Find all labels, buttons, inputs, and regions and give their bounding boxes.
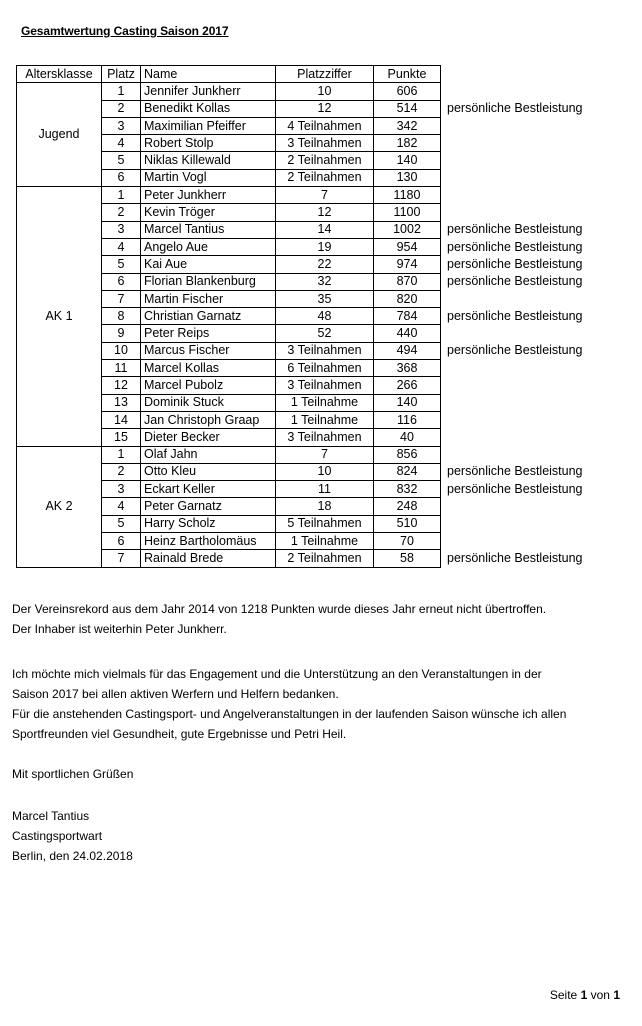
table-row [17, 325, 618, 342]
platzziffer-cell: 1 Teilnahme [276, 394, 374, 411]
table-row [17, 515, 618, 532]
punkte-cell: 1180 [374, 187, 441, 204]
platzziffer-cell: 11 [276, 481, 374, 498]
table-row [17, 308, 618, 325]
name-cell: Peter Reips [141, 325, 276, 342]
platz-cell: 3 [102, 481, 141, 498]
name-cell: Marcel Tantius [141, 221, 276, 238]
note-cell [441, 394, 618, 411]
punkte-cell: 954 [374, 238, 441, 255]
note-cell [441, 360, 618, 377]
table-row [17, 221, 618, 238]
note-cell: persönliche Bestleistung [447, 308, 583, 323]
platzziffer-cell: 3 Teilnahmen [276, 429, 374, 446]
table-row [17, 481, 618, 498]
note-cell [441, 187, 618, 204]
platzziffer-cell: 10 [276, 83, 374, 100]
table-row [17, 100, 618, 117]
platz-cell: 4 [102, 238, 141, 255]
signature-role: Castingsportwart [12, 829, 103, 843]
platz-cell: 5 [102, 515, 141, 532]
altersklasse-cell: AK 2 [17, 446, 102, 567]
table-row [17, 429, 618, 446]
platzziffer-cell: 12 [276, 204, 374, 221]
table-row [17, 169, 618, 186]
punkte-cell: 58 [374, 550, 441, 567]
note-cell: persönliche Bestleistung [447, 239, 583, 254]
note-cell [441, 446, 618, 463]
wishes-line-2: Sportfreunden viel Gesundheit, gute Ergebnisse und Petri Heil. [12, 727, 347, 741]
name-cell: Maximilian Pfeiffer [141, 117, 276, 134]
platzziffer-cell: 6 Teilnahmen [276, 360, 374, 377]
record-paragraph [12, 599, 622, 639]
platzziffer-cell: 2 Teilnahmen [276, 152, 374, 169]
thanks-line-2: Saison 2017 bei allen aktiven Werfern und Helfern bedanken. [12, 687, 339, 701]
altersklasse-cell: Jugend [17, 83, 102, 187]
note-cell: persönliche Bestleistung [447, 464, 583, 479]
signature-name: Marcel Tantius [12, 809, 90, 823]
platzziffer-cell: 3 Teilnahmen [276, 377, 374, 394]
platz-cell: 5 [102, 152, 141, 169]
punkte-cell: 440 [374, 325, 441, 342]
name-cell: Kevin Tröger [141, 204, 276, 221]
platz-cell: 2 [102, 204, 141, 221]
punkte-cell: 494 [374, 342, 441, 359]
punkte-cell: 40 [374, 429, 441, 446]
note-cell [441, 117, 618, 134]
note-cell [441, 498, 618, 515]
note-cell: persönliche Bestleistung [447, 343, 583, 358]
name-cell: Marcel Pubolz [141, 377, 276, 394]
punkte-cell: 266 [374, 377, 441, 394]
note-cell: persönliche Bestleistung [447, 274, 583, 289]
table-row [17, 394, 618, 411]
punkte-cell: 824 [374, 463, 441, 480]
page-prefix: Seite [549, 988, 578, 1002]
page-of: von [590, 988, 610, 1002]
note-cell: persönliche Bestleistung [447, 550, 583, 565]
platzziffer-cell: 10 [276, 463, 374, 480]
table-row [17, 411, 618, 428]
platzziffer-cell: 52 [276, 325, 374, 342]
record-line-1: Der Vereinsrekord aus dem Jahr 2014 von 1218 Punkten wurde dieses Jahr erneut nicht übertroffen. [12, 602, 547, 616]
note-cell [441, 515, 618, 532]
document-title: Gesamtwertung Casting Saison 2017 [21, 24, 229, 38]
header-platzziffer: Platzziffer [276, 66, 374, 83]
table-row [17, 135, 618, 152]
punkte-cell: 514 [374, 100, 441, 117]
thanks-paragraph [12, 664, 622, 744]
table-row [17, 152, 618, 169]
page-total: 1 [613, 988, 620, 1002]
platz-cell: 6 [102, 273, 141, 290]
platzziffer-cell: 35 [276, 290, 374, 307]
name-cell: Martin Vogl [141, 169, 276, 186]
name-cell: Florian Blankenburg [141, 273, 276, 290]
punkte-cell: 140 [374, 394, 441, 411]
punkte-cell: 182 [374, 135, 441, 152]
platz-cell: 2 [102, 100, 141, 117]
platz-cell: 1 [102, 187, 141, 204]
table-header-row [17, 66, 618, 83]
name-cell: Niklas Killewald [141, 152, 276, 169]
platzziffer-cell: 2 Teilnahmen [276, 550, 374, 567]
header-punkte: Punkte [374, 66, 441, 83]
punkte-cell: 606 [374, 83, 441, 100]
table-row [17, 550, 618, 567]
platzziffer-cell: 4 Teilnahmen [276, 117, 374, 134]
name-cell: Benedikt Kollas [141, 100, 276, 117]
platz-cell: 12 [102, 377, 141, 394]
note-cell: persönliche Bestleistung [447, 481, 583, 496]
platzziffer-cell: 14 [276, 221, 374, 238]
platzziffer-cell: 7 [276, 446, 374, 463]
note-cell [441, 411, 618, 428]
platzziffer-cell: 18 [276, 498, 374, 515]
greeting: Mit sportlichen Grüßen [12, 767, 134, 781]
note-cell [441, 152, 618, 169]
platz-cell: 2 [102, 463, 141, 480]
punkte-cell: 832 [374, 481, 441, 498]
platz-cell: 14 [102, 411, 141, 428]
name-cell: Robert Stolp [141, 135, 276, 152]
platzziffer-cell: 22 [276, 256, 374, 273]
table-row [17, 256, 618, 273]
name-cell: Harry Scholz [141, 515, 276, 532]
platzziffer-cell: 12 [276, 100, 374, 117]
name-cell: Dominik Stuck [141, 394, 276, 411]
note-cell: persönliche Bestleistung [447, 101, 583, 116]
signature-block [12, 806, 622, 866]
platz-cell: 7 [102, 550, 141, 567]
altersklasse-cell: AK 1 [17, 187, 102, 446]
punkte-cell: 342 [374, 117, 441, 134]
punkte-cell: 140 [374, 152, 441, 169]
platzziffer-cell: 5 Teilnahmen [276, 515, 374, 532]
name-cell: Heinz Bartholomäus [141, 533, 276, 550]
wishes-line-1: Für die anstehenden Castingsport- und Angelveranstaltungen in der laufenden Saison wünsche ich allen [12, 707, 567, 721]
platzziffer-cell: 3 Teilnahmen [276, 342, 374, 359]
signature-place-date: Berlin, den 24.02.2018 [12, 849, 133, 863]
table-row [17, 117, 618, 134]
note-cell [441, 533, 618, 550]
platz-cell: 3 [102, 221, 141, 238]
name-cell: Peter Junkherr [141, 187, 276, 204]
name-cell: Angelo Aue [141, 238, 276, 255]
header-altersklasse: Altersklasse [17, 66, 102, 83]
platz-cell: 4 [102, 498, 141, 515]
table-row [17, 342, 618, 359]
header-name: Name [141, 66, 276, 83]
table-row [17, 238, 618, 255]
platz-cell: 11 [102, 360, 141, 377]
punkte-cell: 1002 [374, 221, 441, 238]
platz-cell: 8 [102, 308, 141, 325]
note-cell: persönliche Bestleistung [447, 222, 583, 237]
record-line-2: Der Inhaber ist weiterhin Peter Junkherr. [12, 622, 227, 636]
table-row [17, 290, 618, 307]
punkte-cell: 116 [374, 411, 441, 428]
page-current: 1 [580, 988, 588, 1002]
punkte-cell: 870 [374, 273, 441, 290]
name-cell: Dieter Becker [141, 429, 276, 446]
note-cell: persönliche Bestleistung [447, 256, 583, 271]
note-cell [441, 290, 618, 307]
note-cell [441, 377, 618, 394]
punkte-cell: 510 [374, 515, 441, 532]
platz-cell: 5 [102, 256, 141, 273]
platz-cell: 6 [102, 533, 141, 550]
platzziffer-cell: 32 [276, 273, 374, 290]
name-cell: Jan Christoph Graap [141, 411, 276, 428]
table-row [17, 463, 618, 480]
table-row [17, 273, 618, 290]
platzziffer-cell: 3 Teilnahmen [276, 135, 374, 152]
name-cell: Martin Fischer [141, 290, 276, 307]
table-row [17, 204, 618, 221]
note-cell [441, 429, 618, 446]
platz-cell: 13 [102, 394, 141, 411]
platz-cell: 3 [102, 117, 141, 134]
name-cell: Kai Aue [141, 256, 276, 273]
platzziffer-cell: 48 [276, 308, 374, 325]
punkte-cell: 820 [374, 290, 441, 307]
note-cell [441, 325, 618, 342]
header-note-spacer [441, 66, 618, 83]
platzziffer-cell: 1 Teilnahme [276, 411, 374, 428]
platz-cell: 9 [102, 325, 141, 342]
platz-cell: 1 [102, 446, 141, 463]
platz-cell: 1 [102, 83, 141, 100]
name-cell: Otto Kleu [141, 463, 276, 480]
header-platz: Platz [102, 66, 141, 83]
name-cell: Rainald Brede [141, 550, 276, 567]
punkte-cell: 856 [374, 446, 441, 463]
note-cell [441, 135, 618, 152]
punkte-cell: 1100 [374, 204, 441, 221]
punkte-cell: 784 [374, 308, 441, 325]
platzziffer-cell: 7 [276, 187, 374, 204]
name-cell: Marcus Fischer [141, 342, 276, 359]
table-row [17, 187, 618, 204]
name-cell: Eckart Keller [141, 481, 276, 498]
platzziffer-cell: 2 Teilnahmen [276, 169, 374, 186]
punkte-cell: 368 [374, 360, 441, 377]
platz-cell: 7 [102, 290, 141, 307]
platz-cell: 15 [102, 429, 141, 446]
results-table [16, 65, 618, 568]
note-cell [441, 204, 618, 221]
platzziffer-cell: 1 Teilnahme [276, 533, 374, 550]
table-row [17, 446, 618, 463]
table-row [17, 498, 618, 515]
punkte-cell: 248 [374, 498, 441, 515]
thanks-line-1: Ich möchte mich vielmals für das Engagement und die Unterstützung an den Veranstaltungen in der [12, 667, 542, 681]
name-cell: Peter Garnatz [141, 498, 276, 515]
platz-cell: 4 [102, 135, 141, 152]
name-cell: Jennifer Junkherr [141, 83, 276, 100]
table-row [17, 377, 618, 394]
punkte-cell: 974 [374, 256, 441, 273]
note-cell [441, 169, 618, 186]
platz-cell: 10 [102, 342, 141, 359]
table-row [17, 83, 618, 100]
page-number [550, 988, 620, 1002]
name-cell: Marcel Kollas [141, 360, 276, 377]
platz-cell: 6 [102, 169, 141, 186]
table-row [17, 533, 618, 550]
note-cell [441, 83, 618, 100]
table-row [17, 360, 618, 377]
name-cell: Christian Garnatz [141, 308, 276, 325]
name-cell: Olaf Jahn [141, 446, 276, 463]
platzziffer-cell: 19 [276, 238, 374, 255]
results-body [17, 83, 618, 567]
punkte-cell: 70 [374, 533, 441, 550]
punkte-cell: 130 [374, 169, 441, 186]
